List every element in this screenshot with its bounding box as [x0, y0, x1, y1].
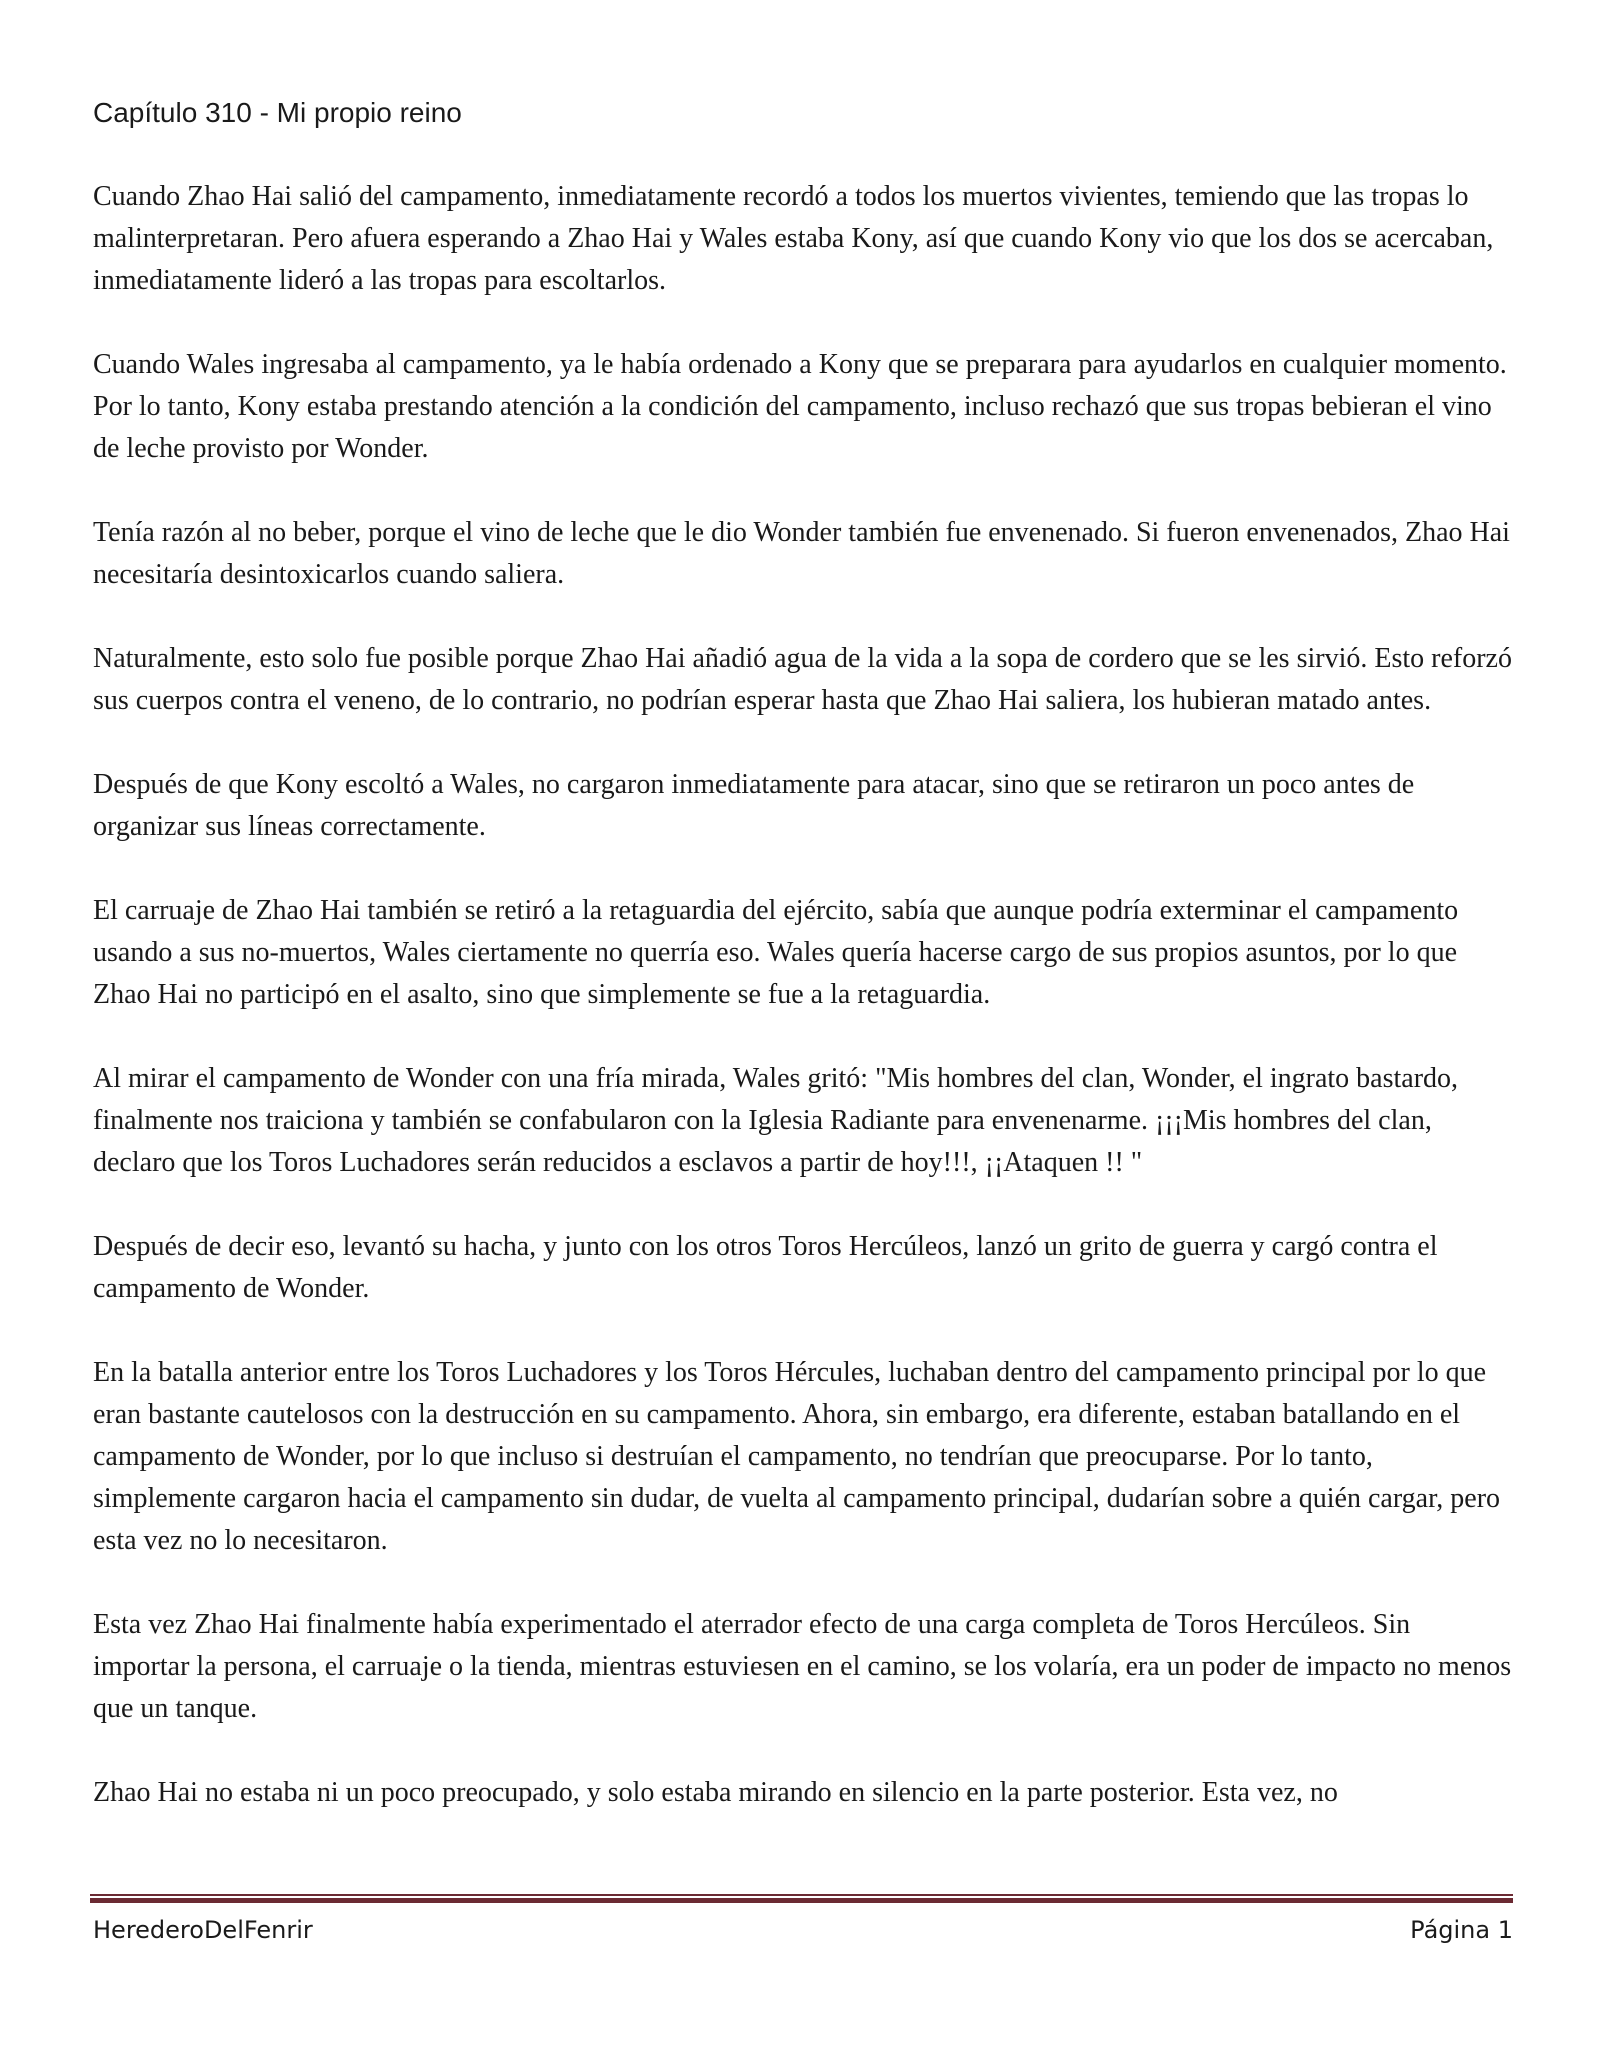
paragraph: Zhao Hai no estaba ni un poco preocupado, y solo estaba mirando en silencio en la parte posterior. Esta vez, no — [93, 1777, 1338, 1808]
footer-divider — [90, 1894, 1513, 1903]
paragraph: Esta vez Zhao Hai finalmente había experimentado el aterrador efecto de una carga completa de Toros Hercúleos. Sin importar la persona, el carruaje o la tienda, mientras estuviesen en el camino, se los volaría, era un poder de impacto no menos que un tanque. — [93, 1609, 1512, 1724]
paragraph: Al mirar el campamento de Wonder con una fría mirada, Wales gritó: "Mis hombres del clan, Wonder, el ingrato bastardo, finalmente nos traiciona y también se confabularon con la Iglesia Radiante para envenenarme. ¡¡¡Mis hombres del clan, declaro que los Toros Luchadores serán reducidos a esclavos a partir de hoy!!!, ¡¡Ataquen !! " — [93, 1063, 1459, 1178]
paragraph: Cuando Wales ingresaba al campamento, ya le había ordenado a Kony que se preparara para ayudarlos en cualquier momento. Por lo tanto, Kony estaba prestando atención a la condición del campamento, incluso rechazó que sus tropas bebieran el vino de leche provisto por Wonder. — [93, 349, 1507, 464]
page-body — [93, 92, 1513, 1856]
paragraph: Después de que Kony escoltó a Wales, no cargaron inmediatamente para atacar, sino que se retiraron un poco antes de organizar sus líneas correctamente. — [93, 769, 1415, 842]
page-number: Página 1 — [1410, 1916, 1513, 1944]
footer-divider-thick-line — [90, 1898, 1513, 1903]
page-footer — [93, 1910, 1513, 1950]
footer-author: HerederoDelFenrir — [93, 1916, 313, 1944]
paragraph: Tenía razón al no beber, porque el vino de leche que le dio Wonder también fue envenenado. Si fueron envenenados, Zhao Hai necesitaría desintoxicarlos cuando saliera. — [93, 517, 1510, 590]
paragraph: En la batalla anterior entre los Toros Luchadores y los Toros Hércules, luchaban dentro del campamento principal por lo que eran bastante cautelosos con la destrucción en su campamento. Ahora, sin embargo, era diferente, estaban batallando en el campamento de Wonder, por lo que incluso si destruían el campamento, no tendrían que preocuparse. Por lo tanto, simplemente cargaron hacia el campamento sin dudar, de vuelta al campamento principal, dudarían sobre a quién cargar, pero esta vez no lo necesitaron. — [93, 1357, 1501, 1556]
paragraph: Cuando Zhao Hai salió del campamento, inmediatamente recordó a todos los muertos vivientes, temiendo que las tropas lo malinterpretaran. Pero afuera esperando a Zhao Hai y Wales estaba Kony, así que cuando Kony vio que los dos se acercaban, inmediatamente lideró a las tropas para escoltarlos. — [93, 181, 1494, 296]
paragraph: El carruaje de Zhao Hai también se retiró a la retaguardia del ejército, sabía que aunque podría exterminar el campamento usando a sus no-muertos, Wales ciertamente no querría eso. Wales quería hacerse cargo de sus propios asuntos, por lo que Zhao Hai no participó en el asalto, sino que simplemente se fue a la retaguardia. — [93, 895, 1459, 1010]
paragraph: Naturalmente, esto solo fue posible porque Zhao Hai añadió agua de la vida a la sopa de cordero que se les sirvió. Esto reforzó sus cuerpos contra el veneno, de lo contrario, no podrían esperar hasta que Zhao Hai saliera, los hubieran matado antes. — [93, 643, 1512, 716]
chapter-title: Capítulo 310 - Mi propio reino — [93, 97, 462, 128]
paragraph: Después de decir eso, levantó su hacha, y junto con los otros Toros Hercúleos, lanzó un grito de guerra y cargó contra el campamento de Wonder. — [93, 1231, 1438, 1304]
footer-divider-thin-line — [90, 1894, 1513, 1896]
